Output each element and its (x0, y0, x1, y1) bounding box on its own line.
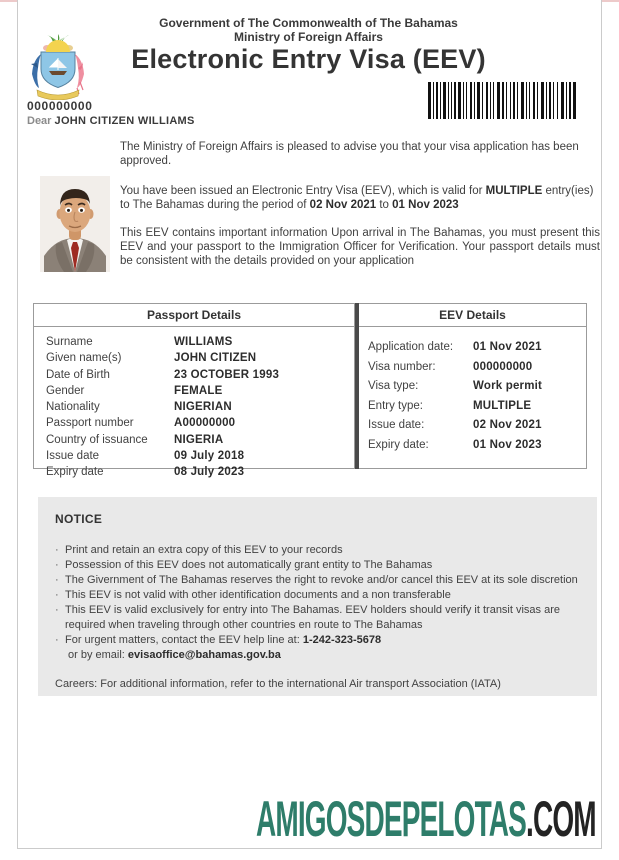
table-row (46, 448, 354, 464)
field-value: 02 Nov 2021 (473, 419, 542, 432)
field-label: Entry type: (368, 399, 423, 412)
table-row (368, 377, 586, 397)
reference-number: 000000000 (27, 99, 93, 113)
table-row (46, 399, 354, 415)
table-row (46, 415, 354, 431)
validity-end-date: 01 Nov 2023 (392, 199, 459, 211)
field-label: Nationality (46, 401, 100, 414)
notice-item: · This EEV is valid exclusively for entry into The Bahamas. EEV holders should verify it transit visas are required when traveling through other countries en route to The Bahamas (55, 603, 583, 633)
instructions-paragraph: This EEV contains important information Upon arrival in The Bahamas, you must present this EEV and your passport to the Immigration Officer for Verification. Your passport details must be consistent with the details provided on your application (120, 227, 600, 267)
field-value: A00000000 (174, 417, 236, 430)
field-value: 23 OCTOBER 1993 (174, 368, 280, 381)
table-row (46, 350, 354, 366)
issued-text-joiner: to (376, 199, 393, 211)
eev-details-title: EEV Details (359, 304, 586, 327)
field-value: FEMALE (174, 384, 223, 397)
field-label: Issue date (46, 450, 100, 463)
salutation (27, 115, 195, 127)
table-row (368, 397, 586, 417)
notice-title: NOTICE (55, 512, 103, 526)
table-row (368, 358, 586, 378)
field-value: 000000000 (473, 360, 533, 373)
field-label: Application date: (368, 341, 454, 353)
table-row (46, 383, 354, 399)
field-value: 09 July 2018 (174, 450, 245, 463)
issued-text-mid: entry(ies) to The Bahamas during the period of (120, 185, 594, 211)
field-label: Given name(s) (46, 352, 122, 365)
watermark-brand (256, 791, 596, 847)
field-value: WILLIAMS (174, 336, 233, 348)
approval-paragraph: The Ministry of Foreign Affairs is pleased to advise you that your visa application has been approved. (120, 141, 579, 167)
email-prefix: or by email: (68, 649, 128, 661)
passport-details-rows (34, 327, 354, 481)
issued-paragraph (120, 184, 600, 212)
field-value: JOHN CITIZEN (174, 352, 257, 365)
field-label: Gender (46, 384, 85, 397)
notice-panel (38, 497, 597, 696)
entry-type-bold: MULTIPLE (485, 185, 543, 197)
table-row (46, 334, 354, 350)
passport-details-title: Passport Details (34, 304, 354, 327)
field-label: Expiry date: (368, 438, 429, 451)
validity-start-date: 02 Nov 2021 (309, 199, 377, 211)
bahamas-coat-of-arms-icon (29, 34, 87, 100)
field-value: MULTIPLE (473, 399, 532, 412)
contact-email-line (65, 648, 583, 663)
page-title: Electronic Entry Visa (EEV) (131, 44, 486, 74)
field-label: Country of issuance (46, 433, 148, 446)
helpline-phone: 1-242-323-5678 (302, 634, 382, 646)
recipient-name: JOHN CITIZEN WILLIAMS (54, 115, 195, 127)
field-value: 01 Nov 2023 (473, 438, 542, 451)
field-value: 01 Nov 2021 (473, 341, 542, 353)
field-value: NIGERIA (174, 433, 224, 446)
eev-details-table (359, 303, 587, 469)
notice-item: · This EEV is not valid with other identification documents and a non transferable (55, 588, 583, 603)
salutation-prefix: Dear (27, 115, 52, 127)
table-row (368, 338, 586, 358)
applicant-photo (40, 176, 110, 272)
issued-text: You have been issued an Electronic Entry Visa (EEV), which is valid for (120, 185, 486, 197)
table-row (46, 367, 354, 383)
notice-contact-item (55, 633, 583, 663)
field-value: 08 July 2023 (174, 466, 245, 479)
table-row (368, 416, 586, 436)
brand-tld-dark: .COM (526, 791, 596, 847)
notice-list (55, 543, 583, 663)
table-row (46, 464, 354, 480)
government-line: Government of The Commonwealth of The Bahamas (159, 16, 458, 30)
eev-details-rows (359, 327, 586, 456)
field-label: Expiry date (46, 466, 104, 479)
notice-item: · Print and retain an extra copy of this EEV to your records (55, 543, 583, 558)
field-label: Visa type: (368, 380, 419, 393)
passport-details-table (33, 303, 355, 479)
table-row (46, 432, 354, 448)
brand-name-green: AMIGOSDEPELOTAS (256, 791, 527, 847)
ministry-line: Ministry of Foreign Affairs (234, 30, 383, 44)
field-value: Work permit (473, 380, 543, 393)
field-label: Date of Birth (46, 368, 110, 381)
contact-pre: For urgent matters, contact the EEV help line at: (65, 634, 303, 646)
field-value: NIGERIAN (174, 401, 232, 414)
field-label: Passport number (46, 417, 134, 430)
notice-item: · Possession of this EEV does not automatically grant entity to The Bahamas (55, 558, 583, 573)
table-row (368, 436, 586, 456)
field-label: Surname (46, 336, 93, 348)
field-label: Issue date: (368, 419, 425, 432)
contact-email: evisaoffice@bahamas.gov.ba (127, 649, 281, 661)
notice-item: · The Givernment of The Bahamas reserves the right to revoke and/or cancel this EEV at its sole discretion (55, 573, 583, 588)
field-label: Visa number: (368, 360, 436, 373)
careers-line: Careers: For additional information, refer to the international Air transport Association (IATA) (55, 678, 501, 690)
barcode-icon (428, 82, 576, 119)
